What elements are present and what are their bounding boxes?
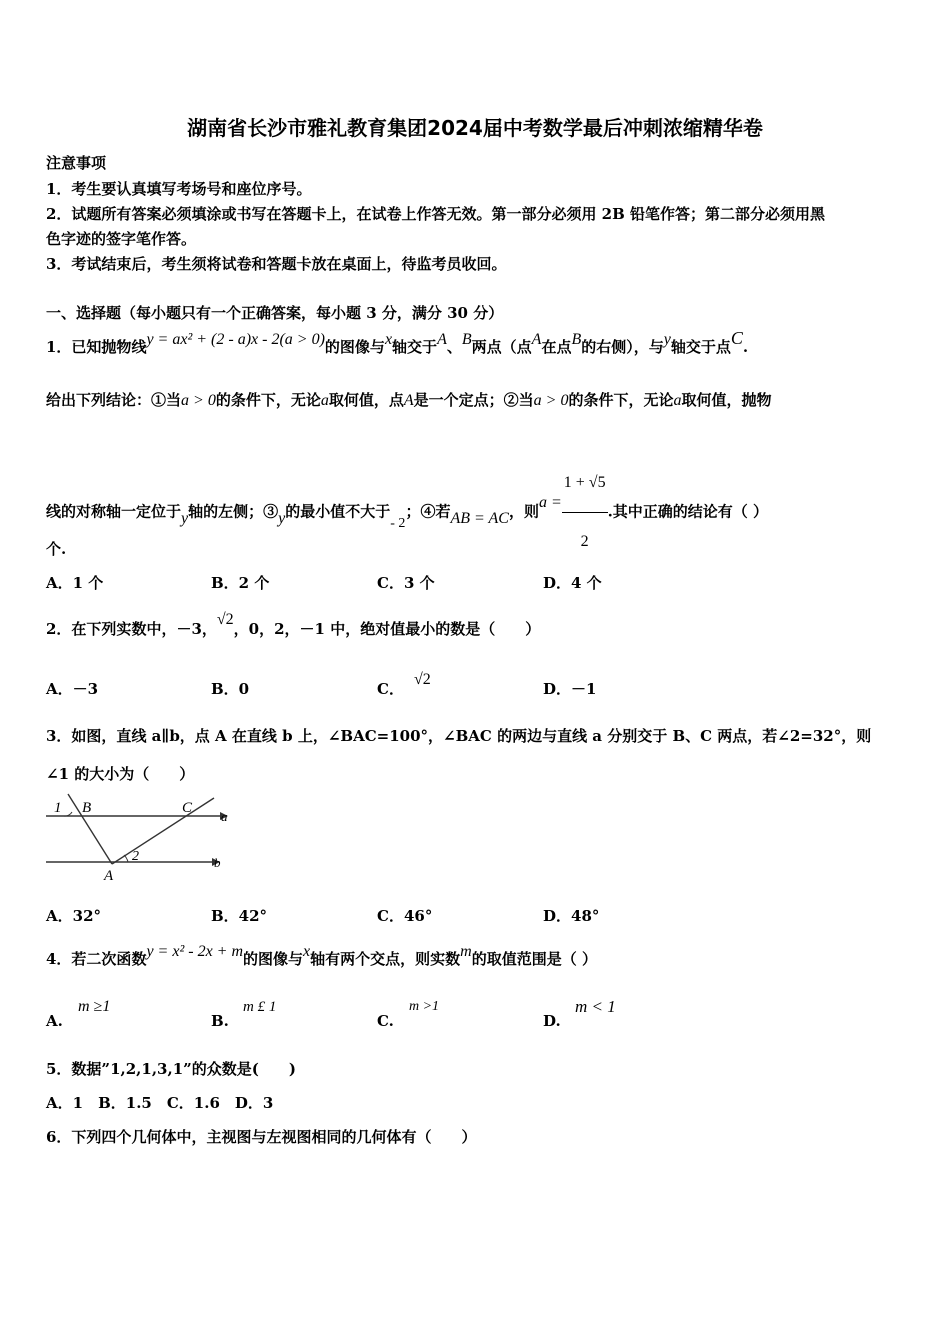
q2-text: ，0，2，－1 中，绝对值最小的数是（ ） xyxy=(233,620,541,638)
q2-option-b: B．0 xyxy=(211,680,250,698)
label-line-a: a xyxy=(221,809,228,824)
q4-formula: y = x² - 2x + m xyxy=(146,943,244,960)
q1-var: A xyxy=(437,331,447,348)
q1-var: y xyxy=(181,509,189,527)
q1-option-c: C．3 个 xyxy=(377,574,435,592)
q2-text: 2．在下列实数中，－3， xyxy=(46,620,217,638)
q1-text: .其中正确的结论有（ ） xyxy=(607,502,769,521)
q4-var: x xyxy=(303,943,311,960)
q1-line2 xyxy=(46,389,771,410)
notice-item-1: 1．考生要认真填写考场号和座位序号。 xyxy=(46,180,312,198)
q1-line1 xyxy=(46,330,748,364)
q1-var: A xyxy=(531,331,542,348)
label-c-point: C xyxy=(182,800,193,816)
q1-text: 轴交于 xyxy=(392,338,438,356)
q1-option-d: D．4 个 xyxy=(543,574,602,592)
q4-stem xyxy=(46,944,597,975)
label-angle-2: 2 xyxy=(132,849,139,864)
q2-option-a: A．－3 xyxy=(46,680,99,698)
label-a-point: A xyxy=(104,868,114,884)
notice-item-3: 3．考试结束后，考生须将试卷和答题卡放在桌面上，待监考员收回。 xyxy=(46,255,507,273)
q1-math: - 2 xyxy=(390,515,406,531)
q1-text: 的图像与 xyxy=(324,338,385,356)
page-title: 湖南省长沙市雅礼教育集团2024届中考数学最后冲刺浓缩精华卷 xyxy=(187,116,763,140)
q1-fraction-denominator: 2 xyxy=(580,533,589,550)
q5-stem: 5．数据”1,2,1,3,1”的众数是( ) xyxy=(46,1060,296,1078)
q1-option-a: A．1 个 xyxy=(46,574,104,592)
q4-option-d-value: m < 1 xyxy=(575,997,616,1016)
section-heading: 一、选择题（每小题只有一个正确答案，每小题 3 分，满分 30 分） xyxy=(46,304,504,322)
q3-option-d: D．48° xyxy=(543,907,600,925)
q1-var: B xyxy=(571,331,582,348)
q4-text: 的图像与 xyxy=(243,950,304,968)
notice-item-2: 2．试题所有答案必须填涂或书写在答题卡上，在试卷上作答无效。第一部分必须用 2B 铅笔作答；第二部分必须用黑 xyxy=(46,205,826,223)
q1-fraction xyxy=(562,454,608,571)
q1-math: a > 0 xyxy=(181,392,216,409)
q4-option-a-label: A. xyxy=(46,1012,63,1030)
q4-var: m xyxy=(460,943,472,960)
q1-text: 1．已知抛物线 xyxy=(46,338,147,356)
q3-option-c: C．46° xyxy=(377,907,433,925)
q4-text: 的取值范围是（ ） xyxy=(471,950,597,968)
notice-heading: 注意事项 xyxy=(46,154,107,172)
q1-text: 给出下列结论：①当 xyxy=(46,391,182,409)
q4-option-d-label: D. xyxy=(543,1012,561,1030)
q1-text: . xyxy=(742,338,749,356)
q4-option-a-value: m ≥1 xyxy=(78,998,111,1015)
q3-stem-line2: ∠1 的大小为（ ） xyxy=(46,765,195,783)
q2-option-c-label: C． xyxy=(377,680,404,698)
q6-stem: 6．下列四个几何体中，主视图与左视图相同的几何体有（ ） xyxy=(46,1128,477,1146)
q3-stem-line1: 3．如图，直线 a∥b，点 A 在直线 b 上，∠BAC=100°，∠BAC 的两边与直线 a 分别交于 B、C 两点，若∠2=32°，则 xyxy=(46,727,872,745)
q1-text: 、 xyxy=(446,338,462,356)
q4-option-b-value: m £ 1 xyxy=(243,999,277,1015)
q1-var: a xyxy=(673,392,682,409)
q1-var: C xyxy=(730,328,743,348)
q2-option-c-value: √2 xyxy=(413,671,431,688)
q1-text: 的最小值不大于 xyxy=(285,502,391,521)
q1-text: 线的对称轴一定位于 xyxy=(46,502,182,521)
q2-option-d: D．－1 xyxy=(543,680,597,698)
notice-item-2-cont: 色字迹的签字笔作答。 xyxy=(46,230,197,248)
q1-text: 在点 xyxy=(541,338,572,356)
q1-text: 轴的左侧；③ xyxy=(188,502,279,521)
q1-line3 xyxy=(46,454,768,571)
q2-option-c xyxy=(377,671,431,699)
q4-option-c-label: C. xyxy=(377,1012,394,1030)
q2-sqrt: √2 xyxy=(216,611,234,628)
q3-figure xyxy=(44,790,234,885)
q1-text: 的条件下，无论 xyxy=(568,391,674,409)
q1-var: B xyxy=(461,331,472,348)
label-line-b: b xyxy=(214,855,221,870)
q1-math: a > 0 xyxy=(533,392,569,409)
q5-options: A．1 B．1.5 C．1.6 D．3 xyxy=(46,1094,274,1112)
q1-math: AB = AC xyxy=(450,509,509,527)
q1-var: x xyxy=(384,331,393,348)
q1-line4: 个. xyxy=(46,540,67,558)
label-angle-1: 1 xyxy=(54,800,62,816)
q1-var: a xyxy=(320,392,329,409)
q1-option-b: B．2 个 xyxy=(211,574,270,592)
q1-formula: y = ax² + (2 - a)x - 2(a > 0) xyxy=(146,331,325,348)
q1-text: 取何值，抛物 xyxy=(681,391,772,409)
q3-option-b: B．42° xyxy=(211,907,268,925)
q1-text: ，则 xyxy=(508,502,539,521)
q1-text: 的条件下，无论 xyxy=(215,391,321,409)
label-b-point: B xyxy=(82,800,92,816)
q1-var: y xyxy=(663,331,671,348)
q4-option-b-label: B. xyxy=(211,1012,229,1030)
q1-text: ；④若 xyxy=(405,502,451,521)
q1-text: 轴交于点 xyxy=(670,338,731,356)
q1-var: A xyxy=(403,392,414,409)
q1-text: 是一个定点；②当 xyxy=(413,391,534,409)
q1-text: 取何值，点 xyxy=(328,391,404,409)
q4-text: 4．若二次函数 xyxy=(46,950,147,968)
q4-text: 轴有两个交点，则实数 xyxy=(310,950,461,968)
q1-fraction-numerator: 1 + √5 xyxy=(562,454,608,513)
q3-option-a: A．32° xyxy=(46,907,102,925)
q1-math: a = xyxy=(538,493,562,511)
q1-var: y xyxy=(278,509,286,527)
q2-stem xyxy=(46,611,541,639)
q4-option-c-value: m >1 xyxy=(409,999,440,1014)
q1-text: 的右侧），与 xyxy=(581,338,664,356)
q1-text: 两点（点 xyxy=(471,338,532,356)
